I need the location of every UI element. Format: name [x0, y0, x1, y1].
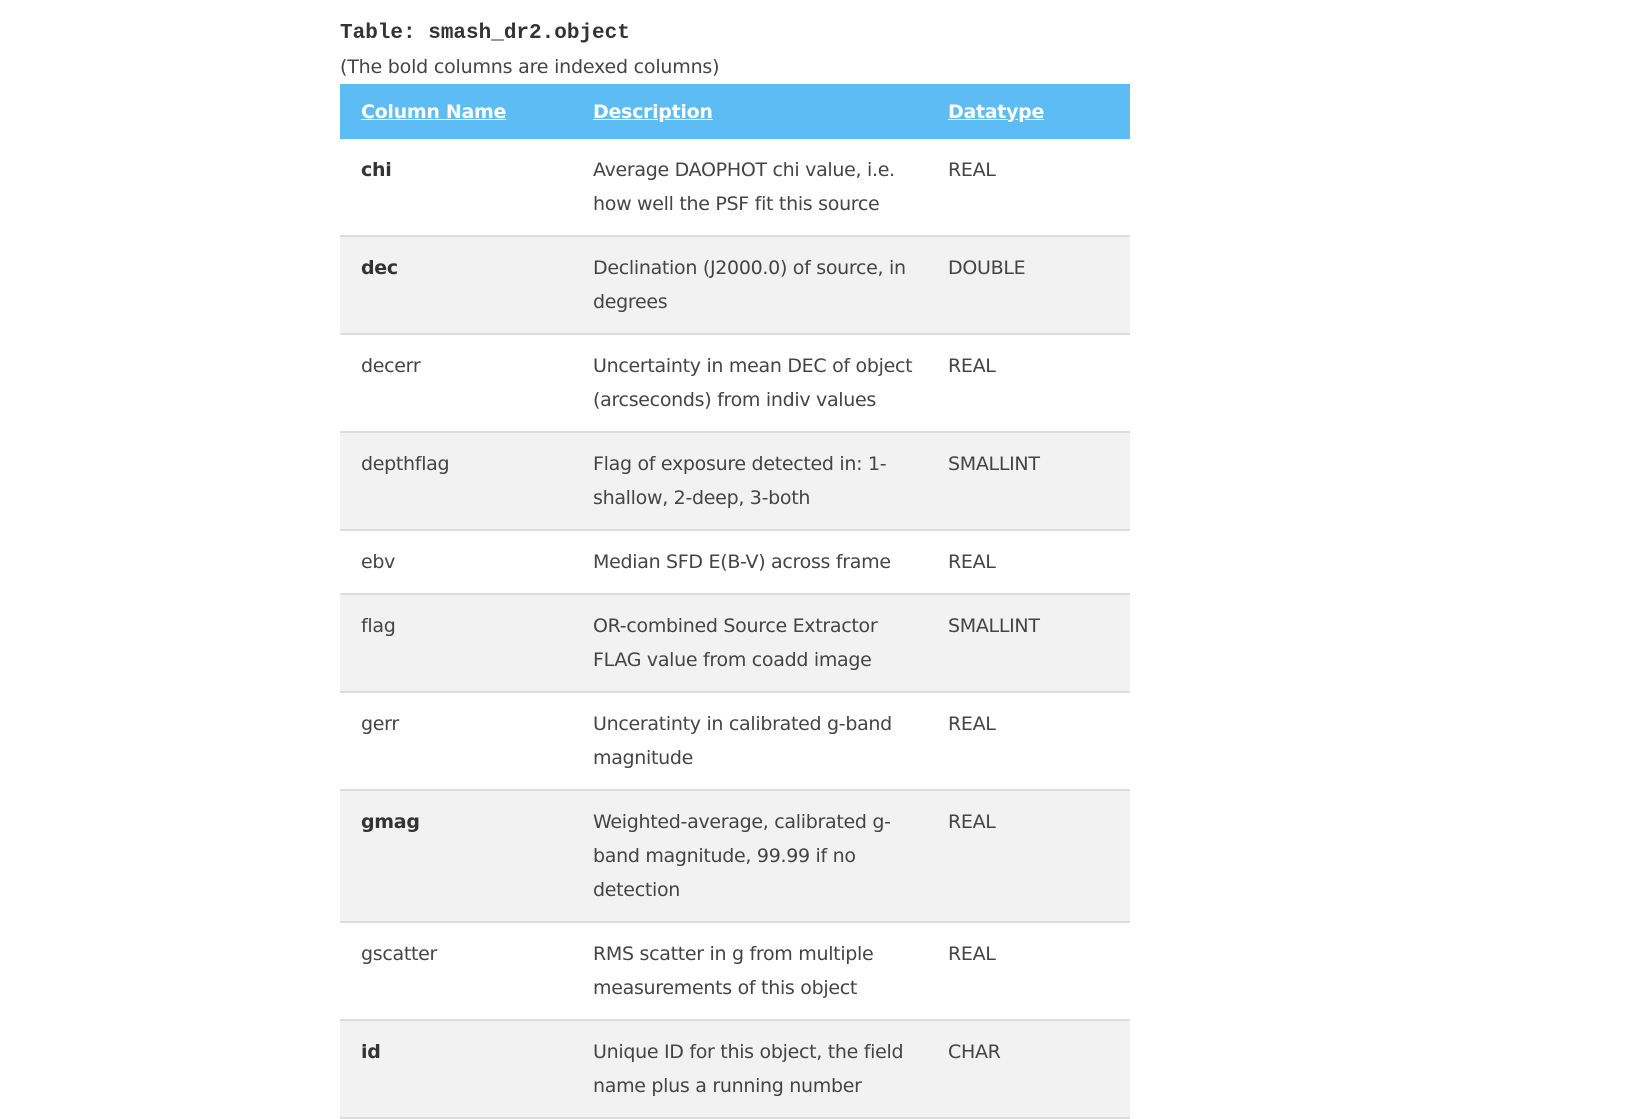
column-name-cell: gmag [340, 790, 572, 922]
column-name-cell: dec [340, 236, 572, 334]
description-cell: Unique ID for this object, the field name plus a running number [572, 1020, 927, 1118]
datatype-cell: REAL [927, 692, 1130, 790]
sort-column-name-link[interactable]: Column Name [361, 100, 507, 123]
datatype-cell: REAL [927, 334, 1130, 432]
column-name-cell: flag [340, 594, 572, 692]
table-title: Table: smash_dr2.object [340, 22, 630, 45]
table-row [340, 692, 1130, 790]
table-row [340, 922, 1130, 1020]
description-cell: OR-combined Source Extractor FLAG value from coadd image [572, 594, 927, 692]
description-cell: Unceratinty in calibrated g-band magnitude [572, 692, 927, 790]
table-row [340, 236, 1130, 334]
datatype-cell: REAL [927, 790, 1130, 922]
description-cell: RMS scatter in g from multiple measurements of this object [572, 922, 927, 1020]
datatype-cell: CHAR [927, 1020, 1130, 1118]
datatype-cell: REAL [927, 922, 1130, 1020]
table-note: (The bold columns are indexed columns) [340, 56, 720, 78]
description-cell: Weighted-average, calibrated g-band magnitude, 99.99 if no detection [572, 790, 927, 922]
datatype-cell: SMALLINT [927, 432, 1130, 530]
description-cell: Uncertainty in mean DEC of object (arcseconds) from indiv values [572, 334, 927, 432]
description-cell: Declination (J2000.0) of source, in degrees [572, 236, 927, 334]
column-name-cell: depthflag [340, 432, 572, 530]
table-row [340, 594, 1130, 692]
table-row [340, 530, 1130, 594]
column-name-cell: decerr [340, 334, 572, 432]
description-cell: Median SFD E(B-V) across frame [572, 530, 927, 594]
header-cell-description [572, 84, 927, 139]
datatype-cell: REAL [927, 530, 1130, 594]
column-name-cell: ebv [340, 530, 572, 594]
description-cell: Flag of exposure detected in: 1-shallow, 2-deep, 3-both [572, 432, 927, 530]
datatype-cell: REAL [927, 139, 1130, 236]
table-row [340, 139, 1130, 236]
datatype-cell: SMALLINT [927, 594, 1130, 692]
table-row [340, 432, 1130, 530]
column-name-cell: chi [340, 139, 572, 236]
table-header-row [340, 84, 1130, 139]
header-cell-datatype [927, 84, 1130, 139]
schema-table [340, 84, 1130, 1119]
schema-container [340, 18, 1130, 1119]
column-name-cell: gerr [340, 692, 572, 790]
table-body [340, 139, 1130, 1118]
sort-description-link[interactable]: Description [593, 100, 713, 123]
sort-datatype-link[interactable]: Datatype [948, 100, 1045, 123]
header-cell-column-name [340, 84, 572, 139]
table-row [340, 790, 1130, 922]
datatype-cell: DOUBLE [927, 236, 1130, 334]
table-row [340, 334, 1130, 432]
table-row [340, 1020, 1130, 1118]
column-name-cell: id [340, 1020, 572, 1118]
description-cell: Average DAOPHOT chi value, i.e. how well the PSF fit this source [572, 139, 927, 236]
column-name-cell: gscatter [340, 922, 572, 1020]
